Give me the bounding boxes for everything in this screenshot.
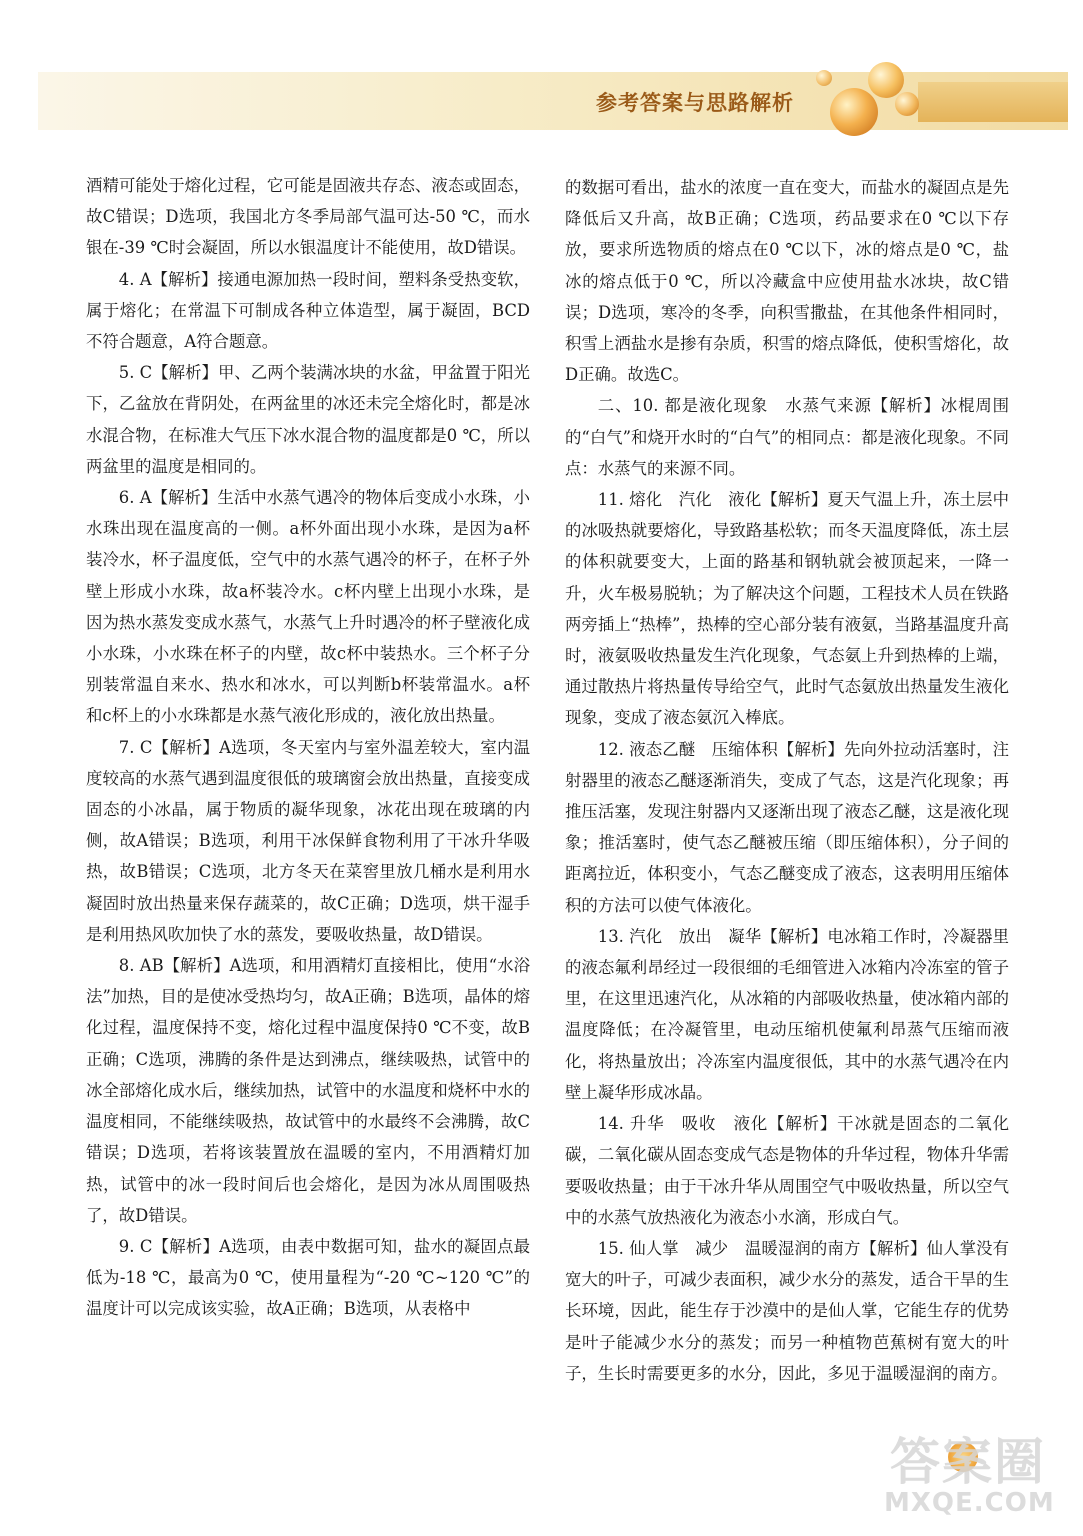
watermark-logo-text: 答案圈 bbox=[890, 1433, 1046, 1491]
answer-paragraph: 的数据可看出，盐水的浓度一直在变大，而盐水的凝固点是先降低后又升高，故B正确；C选项，药品要求在0 ℃以下存放，要求所选物质的熔点在0 ℃以下，冰的熔点是0 ℃，盐冰的熔点低于0 ℃，所以冷藏盒中应使用盐水冰块，故C错误；D选项，寒冷的冬季，向积雪撒盐，在其他条件相同时，积雪上洒盐水是掺有杂质，积雪的熔点降低，使积雪熔化，故D正确。故选C。 bbox=[565, 178, 1009, 385]
answer-paragraph: 5. C【解析】甲、乙两个装满冰块的水盆，甲盆置于阳光下，乙盆放在背阴处，在两盆里的冰还未完全熔化时，都是冰水混合物，在标准大气压下冰水混合物的温度都是0 ℃，所以两盆里的温度是相同的。 bbox=[86, 363, 530, 476]
answer-paragraph: 7. C【解析】A选项，冬天室内与室外温差较大，室内温度较高的水蒸气遇到温度很低的玻璃窗会放出热量，直接变成固态的小冰晶，属于物质的凝华现象，冰花出现在玻璃的内侧，故A错误；B选项，利用干冰保鲜食物利用了干冰升华吸热，故B错误；C选项，北方冬天在菜窖里放几桶水是利用水凝固时放出热量来保存蔬菜的，故C正确；D选项，烘干湿手是利用热风吹加快了水的蒸发，要吸收热量，故D错误。 bbox=[86, 737, 530, 944]
answer-paragraph: 11. 熔化 汽化 液化【解析】夏天气温上升，冻土层中的冰吸热就要熔化，导致路基松软；而冬天温度降低，冻土层的体积就要变大，上面的路基和钢轨就会被顶起来，一降一升，火车极易脱轨；为了解决这个问题，工程技术人员在铁路两旁插上“热棒”，热棒的空心部分装有液氨，当路基温度升高时，液氨吸收热量发生汽化现象，气态氨上升到热棒的上端，通过散热片将热量传导给空气，此时气态氨放出热量发生液化现象，变成了液态氨沉入棒底。 bbox=[565, 490, 1009, 728]
page-title: 参考答案与思路解析 bbox=[596, 91, 794, 115]
answer-paragraph: 酒精可能处于熔化过程，它可能是固液共存态、液态或固态，故C错误；D选项，我国北方冬季局部气温可达-50 ℃，而水银在-39 ℃时会凝固，所以水银温度计不能使用，故D错误。 bbox=[86, 176, 530, 258]
answer-paragraph: 二、10. 都是液化现象 水蒸气来源【解析】冰棍周围的“白气”和烧开水时的“白气”的相同点：都是液化现象。不同点：水蒸气的来源不同。 bbox=[565, 396, 1009, 478]
answer-paragraph: 12. 液态乙醚 压缩体积【解析】先向外拉动活塞时，注射器里的液态乙醚逐渐消失，变成了气态，这是汽化现象；再推压活塞，发现注射器内又逐渐出现了液态乙醚，这是液化现象；推活塞时，使气态乙醚被压缩（即压缩体积），分子间的距离拉近，体积变小，气态乙醚变成了液态，这表明用压缩体积的方法可以使气体液化。 bbox=[565, 739, 1009, 915]
header-accent-block bbox=[918, 82, 1068, 122]
answer-paragraph: 8. AB【解析】A选项，和用酒精灯直接相比，使用“水浴法”加热，目的是使冰受热均匀，故A正确；B选项，晶体的熔化过程，温度保持不变，熔化过程中温度保持0 ℃不变，故B正确；C选项，沸腾的条件是达到沸点，继续吸热，试管中的冰全部熔化成水后，继续加热，试管中的水温度和烧杯中水的温度相同，不能继续吸热，故试管中的水最终不会沸腾，故C错误；D选项，若将该装置放在温暖的室内，不用酒精灯加热，试管中的冰一段时间后也会熔化，是因为冰从周围吸热了，故D错误。 bbox=[86, 956, 530, 1225]
left-column bbox=[86, 170, 530, 1325]
answer-paragraph: 14. 升华 吸收 液化【解析】干冰就是固态的二氧化碳，二氧化碳从固态变成气态是物体的升华过程，物体升华需要吸收热量；由于干冰升华从周围空气中吸收热量，所以空气中的水蒸气放热液化为液态小水滴，形成白气。 bbox=[565, 1114, 1009, 1227]
answer-paragraph: 6. A【解析】生活中水蒸气遇冷的物体后变成小水珠，小水珠出现在温度高的一侧。a杯外面出现小水珠，是因为a杯装冷水，杯子温度低，空气中的水蒸气遇冷的杯子，在杯子外壁上形成小水珠，故a杯装冷水。c杯内壁上出现小水珠，是因为热水蒸发变成水蒸气，水蒸气上升时遇冷的杯子壁液化成小水珠，小水珠在杯子的内壁，故c杯中装热水。三个杯子分别装常温自来水、热水和冰水，可以判断b杯装常温水。a杯和c杯上的小水珠都是水蒸气液化形成的，液化放出热量。 bbox=[86, 488, 530, 726]
decorative-orb-icon bbox=[895, 92, 919, 116]
answer-paragraph: 4. A【解析】接通电源加热一段时间，塑料条受热变软，属于熔化；在常温下可制成各种立体造型，属于凝固，BCD不符合题意，A符合题意。 bbox=[86, 269, 530, 352]
decorative-orb-icon bbox=[868, 62, 904, 98]
answer-paragraph: 13. 汽化 放出 凝华【解析】电冰箱工作时，冷凝器里的液态氟利昂经过一段很细的毛细管进入冰箱内冷冻室的管子里，在这里迅速汽化，从冰箱的内部吸收热量，使冰箱内部的温度降低；在冷凝管里，电动压缩机使氟利昂蒸气压缩而液化，将热量放出；冷冻室内温度很低，其中的水蒸气遇冷在内壁上凝华形成冰晶。 bbox=[565, 926, 1009, 1102]
right-column bbox=[565, 172, 1009, 1389]
decorative-orb-icon bbox=[830, 88, 878, 136]
answer-paragraph: 15. 仙人掌 减少 温暖湿润的南方【解析】仙人掌没有宽大的叶子，可减少表面积，减少水分的蒸发，适合干旱的生长环境，因此，能生存于沙漠中的是仙人掌，它能生存的优势是叶子能减少水分的蒸发；而另一种植物芭蕉树有宽大的叶子，生长时需要更多的水分，因此，多见于温暖湿润的南方。 bbox=[565, 1238, 1009, 1383]
decorative-orb-icon bbox=[816, 70, 832, 86]
watermark-domain: MXQE.COM bbox=[884, 1488, 1055, 1518]
watermark bbox=[870, 1418, 1070, 1528]
answer-paragraph: 9. C【解析】A选项，由表中数据可知，盐水的凝固点最低为-18 ℃，最高为0 ℃，使用量程为“-20 ℃~120 ℃”的温度计可以完成该实验，故A正确；B选项，从表格中 bbox=[86, 1236, 530, 1319]
